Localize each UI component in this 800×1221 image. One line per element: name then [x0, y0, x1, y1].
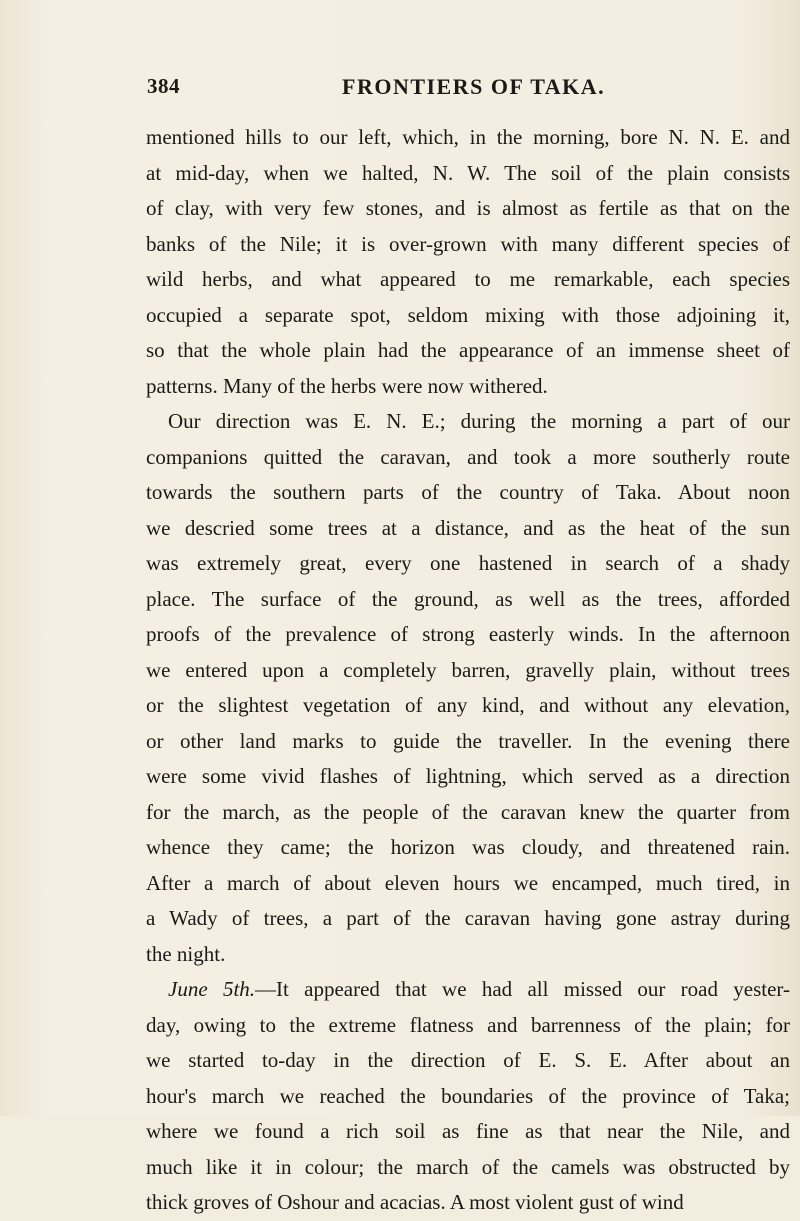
text-line: of clay, with very few stones, and is almost as fertile as that on the [146, 196, 790, 220]
text-line: wild herbs, and what appeared to me remarkable, each species [146, 267, 790, 291]
running-head: FRONTIERS OF TAKA. [342, 74, 606, 99]
text-line: or the slightest vegetation of any kind, and without any elevation, [146, 693, 790, 717]
page-number: 384 [147, 74, 180, 98]
text-line: we entered upon a completely barren, gravelly plain, without trees [146, 657, 790, 682]
text-line: so that the whole plain had the appearance of an immense sheet of [146, 338, 790, 362]
text-line: we started to-day in the direction of E. S. E. After about an [146, 1048, 790, 1072]
text-line: thick groves of Oshour and acacias. A most violent gust of wind [146, 1190, 684, 1214]
text-line: day, owing to the extreme flatness and barrenness of the plain; for [146, 1012, 790, 1037]
text-line: or other land marks to guide the traveller. In the evening there [146, 728, 790, 753]
page-header [147, 74, 787, 106]
text-line: were some vivid flashes of lightning, which served as a direction [146, 764, 790, 788]
text-line: After a march of about eleven hours we encamped, much tired, in [146, 870, 790, 895]
text-line: towards the southern parts of the country of Taka. About noon [146, 480, 790, 504]
text-line: much like it in colour; the march of the camels was obstructed by [146, 1154, 790, 1179]
text-line: companions quitted the caravan, and took a more southerly route [146, 444, 790, 469]
body-text [146, 120, 790, 1221]
text-line: banks of the Nile; it is over-grown with many different species of [146, 231, 790, 256]
text-line: patterns. Many of the herbs were now withered. [146, 373, 548, 398]
dated-paragraph-line [146, 972, 790, 1008]
text-line: a Wady of trees, a part of the caravan having gone astray during [146, 906, 790, 930]
text-line: where we found a rich soil as fine as that near the Nile, and [146, 1119, 790, 1143]
text-line: Our direction was E. N. E.; during the morning a part of our [168, 409, 790, 433]
text-line: hour's march we reached the boundaries of the province of Taka; [146, 1083, 790, 1108]
text-line: whence they came; the horizon was cloudy, and threatened rain. [146, 835, 790, 859]
date-heading: June 5th. [168, 977, 256, 1001]
text-line: at mid-day, when we halted, N. W. The soil of the plain consists [146, 160, 790, 185]
text-line: place. The surface of the ground, as well as the trees, afforded [146, 586, 790, 611]
text-line: proofs of the prevalence of strong easterly winds. In the afternoon [146, 622, 790, 646]
text-line: occupied a separate spot, seldom mixing with those adjoining it, [146, 302, 790, 327]
text-line-rest: —It appeared that we had all missed our road yester- [255, 977, 790, 1001]
text-line: we descried some trees at a distance, and as the heat of the sun [146, 515, 790, 540]
text-line: for the march, as the people of the caravan knew the quarter from [146, 799, 790, 824]
text-line: was extremely great, every one hastened in search of a shady [146, 551, 790, 575]
text-line: mentioned hills to our left, which, in the morning, bore N. N. E. and [146, 125, 790, 149]
text-line: the night. [146, 941, 226, 966]
